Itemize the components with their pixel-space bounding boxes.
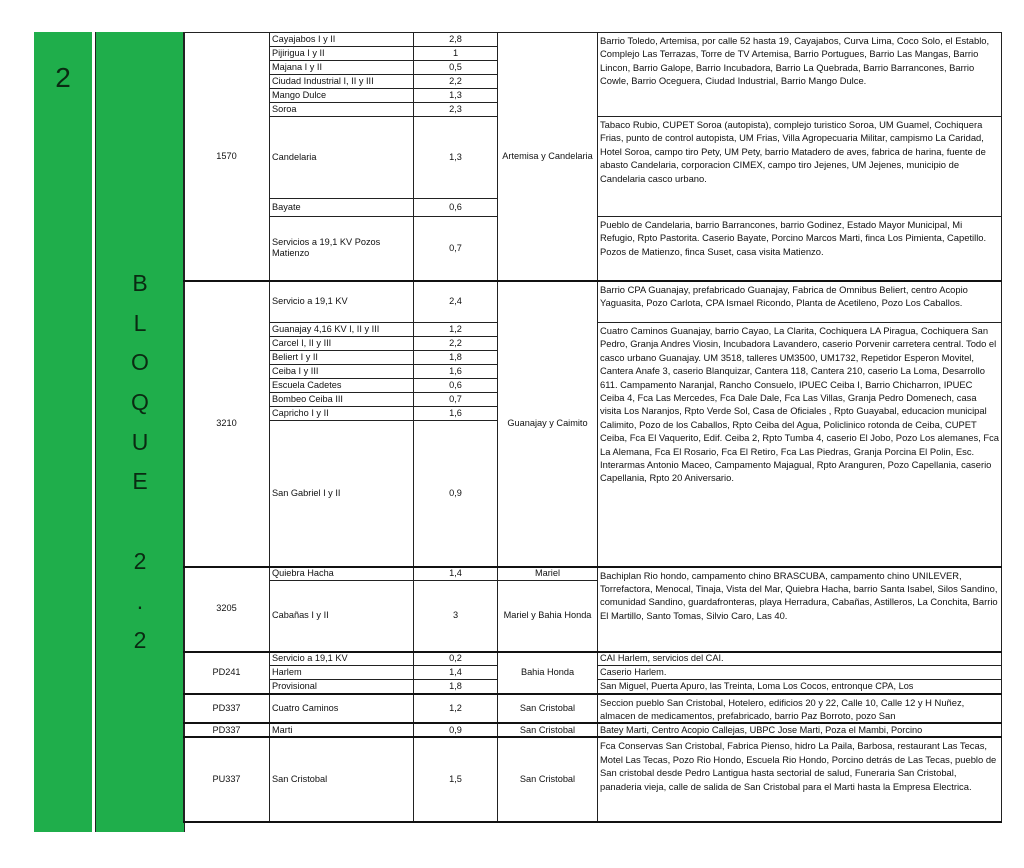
area-description: Pueblo de Candelaria, barrio Barrancones, barrio Godinez, Estado Mayor Municipal, Mi Refugio, Rpto Pastorita. Caserio Bayate, Porcino Marcos Marti, finca Los Pimienta, Capetillo. Pozos de Matienzo, finca Suset, casa visita Matienzo. [598, 217, 1002, 281]
bloque-vertical-label [96, 264, 184, 661]
circuit-name: Marti [270, 723, 414, 737]
load-value: 0,9 [414, 421, 498, 567]
load-value: 0,6 [414, 199, 498, 217]
bloque-letter: 2 [133, 627, 147, 654]
area-description: CAI Harlem, servicios del CAI. [598, 652, 1002, 666]
municipio: Bahia Honda [498, 652, 598, 694]
load-value: 1,8 [414, 680, 498, 694]
load-value: 2,4 [414, 281, 498, 323]
load-value: 1,2 [414, 323, 498, 337]
area-description: Fca Conservas San Cristobal, Fabrica Pienso, hidro La Paila, Barbosa, restaurant Las Tecas, Motel Las Tecas, Pozo Rio Hondo, Escuela Rio Hondo, Porcino detrás de Las Tecas, pueblo de San cristobal desde Pedro Lantigua hasta sectorial de salud, Funeraria San Cristobal, panaderia vieja, calle de salida de San Cristobal para el Marti hasta la Empresa Electrica. [598, 737, 1002, 822]
circuit-name: Majana I y II [270, 61, 414, 75]
municipio: Mariel y Bahia Honda [498, 581, 598, 652]
circuit-name: Carcel I, II y III [270, 337, 414, 351]
load-value: 1,3 [414, 89, 498, 103]
table-row [184, 652, 1002, 666]
load-value: 1,5 [414, 737, 498, 822]
feeder-code: 1570 [184, 33, 270, 281]
municipio: Artemisa y Candelaria [498, 33, 598, 281]
load-value: 2,2 [414, 337, 498, 351]
bloque-letter: . [136, 587, 144, 614]
bloque-letter [96, 502, 184, 542]
table-row [184, 567, 1002, 581]
load-value: 2,2 [414, 75, 498, 89]
area-description: Barrio CPA Guanajay, prefabricado Guanajay, Fabrica de Omnibus Beliert, centro Acopio Yaguasita, Pozo Carlota, CPA Ismael Ricondo, Planta de Acetileno, Pozo Los Caballos. [598, 281, 1002, 323]
table-row [184, 33, 1002, 47]
load-value: 2,3 [414, 103, 498, 117]
bloque-letter: E [132, 468, 148, 495]
circuit-name: Soroa [270, 103, 414, 117]
load-value: 1,2 [414, 694, 498, 724]
feeder-code: 3205 [184, 567, 270, 652]
circuit-name: Servicio a 19,1 KV [270, 652, 414, 666]
circuit-name: Beliert I y II [270, 351, 414, 365]
circuit-name: Cuatro Caminos [270, 694, 414, 724]
table-row [184, 737, 1002, 822]
area-description: San Miguel, Puerta Apuro, las Treinta, Loma Los Cocos, entronque CPA, Los [598, 680, 1002, 694]
circuit-name: Guanajay 4,16 KV I, II y III [270, 323, 414, 337]
table-row [184, 723, 1002, 737]
load-value: 2,8 [414, 33, 498, 47]
area-description: Caserio Harlem. [598, 666, 1002, 680]
circuit-name: Bombeo Ceiba III [270, 393, 414, 407]
circuit-name: Cayajabos I y II [270, 33, 414, 47]
load-value: 0,2 [414, 652, 498, 666]
left-green-band [34, 32, 92, 832]
load-value: 1,6 [414, 365, 498, 379]
municipio: Guanajay y Caimito [498, 281, 598, 567]
load-value: 1,4 [414, 666, 498, 680]
circuit-name: San Gabriel I y II [270, 421, 414, 567]
feeder-code: PD337 [184, 694, 270, 724]
area-description: Seccion pueblo San Cristobal, Hotelero, edificios 20 y 22, Calle 10, Calle 12 y H Nuñez, almacen de medicamentos, prefabricado, barrio Paz Borroto, pozo San [598, 694, 1002, 724]
circuit-name: Harlem [270, 666, 414, 680]
load-value: 3 [414, 581, 498, 652]
area-description: Bachiplan Rio hondo, campamento chino BRASCUBA, campamento chino UNILEVER, Torrefactora, Menocal, Tinaja, Vista del Mar, Quiebra Hacha, barrio Santa Isabel, Silos Sandino, comunidad Sandino, guardafronteras, playa Herradura, Cabañas, Astilleros, La Conchita, Barrio El Martillo, Santo Tomas, Silvio Caro, Las 40. [598, 567, 1002, 652]
circuit-name: Ciudad Industrial I, II y III [270, 75, 414, 89]
circuit-name: Candelaria [270, 117, 414, 199]
area-description: Batey Marti, Centro Acopio Callejas, UBPC Jose Marti, Poza el Mambi, Porcino [598, 723, 1002, 737]
area-description: Tabaco Rubio, CUPET Soroa (autopista), complejo turistico Soroa, UM Guamel, Cochiquera Frias, punto de control autopista, UM Frias, Villa Agropecuaria Militar, campismo La Caridad, Hotel Soroa, campo tiro Pety, UM Pety, barrio Matadero de aves, fabrica de harina, fuente de abasto Candelaria, corporacion CIMEX, campo tiro Jejenes, UM Jejenes, municipio de Candelaria casco urbano. [598, 117, 1002, 217]
load-value: 1,8 [414, 351, 498, 365]
load-value: 0,6 [414, 379, 498, 393]
table-row [184, 694, 1002, 724]
bloque-letter: 2 [133, 547, 147, 574]
load-value: 0,7 [414, 217, 498, 281]
load-value: 0,9 [414, 723, 498, 737]
circuit-name: Quiebra Hacha [270, 567, 414, 581]
load-value: 0,7 [414, 393, 498, 407]
feeder-code: PD241 [184, 652, 270, 694]
area-description: Cuatro Caminos Guanajay, barrio Cayao, La Clarita, Cochiquera LA Piragua, Cochiquera San Pedro, Granja Andres Viosin, Incubadora Lavandero, caserio Porvenir carretera central. Todo el casco urbano Guanajay. UM 3518, talleres UM3500, UM1732, Repetidor Esperon Movitel, Cantera Anafe 3, caserio Blanquizar, Cantera 118, Cantera 210, caserio La Loma, Desarrollo 611. Campamento Naranjal, Rancho Consuelo, IPUEC Ceiba I, Barrio Chicharron, IPUEC Ceiba 4, Fca Las Mercedes, Fca Dale Dale, Fca Las Villas, Granja Pedro Domenech, casa visita Los Naranjos, Rpto Verde Sol, Casa de Oficiales , Rpto Guayabal, educacion municipal Calimito, Pozo de los Caballos, Rpto Ceiba del Agua, Policlinico rotonda de Ceiba, CUPET Ceiba, Fca El Vaquerito, Edif. Ceiba 2, Rpto Tumba 4, caserio El Jobo, Pozo Los alemanes, Fca La Alemana, Fca El Rosario, Fca El Retiro, Fca Las Piedras, Granja Porcina El Polin, Esc. Interarmas Antonio Maceo, Campamento Majagual, Rpto Aranguren, Pozo Capellania, caserio Capellania, Rpto 20 Aniversario. [598, 323, 1002, 567]
circuit-name: Mango Dulce [270, 89, 414, 103]
bloque-letter: B [132, 270, 148, 296]
municipio: San Cristobal [498, 737, 598, 822]
circuit-name: Servicio a 19,1 KV [270, 281, 414, 323]
load-value: 1 [414, 47, 498, 61]
circuit-name: Capricho I y II [270, 407, 414, 421]
load-value: 1,3 [414, 117, 498, 199]
circuit-name: Escuela Cadetes [270, 379, 414, 393]
bloque-letter: U [131, 428, 149, 455]
load-value: 1,4 [414, 567, 498, 581]
circuits-table [183, 32, 1002, 823]
block-number: 2 [55, 62, 71, 93]
circuit-name: Pijirigua I y II [270, 47, 414, 61]
feeder-code: 3210 [184, 281, 270, 567]
bloque-letter: L [133, 309, 147, 336]
bloque-green-band [95, 32, 185, 832]
feeder-code: PU337 [184, 737, 270, 822]
circuit-name: Servicios a 19,1 KV Pozos Matienzo [270, 217, 414, 281]
circuit-name: Cabañas I y II [270, 581, 414, 652]
circuit-name: Bayate [270, 199, 414, 217]
municipio: Mariel [498, 567, 598, 581]
circuit-name: Provisional [270, 680, 414, 694]
bloque-letter: Q [131, 389, 149, 416]
municipio: San Cristobal [498, 723, 598, 737]
table-row [184, 281, 1002, 323]
municipio: San Cristobal [498, 694, 598, 724]
load-value: 1,6 [414, 407, 498, 421]
load-value: 0,5 [414, 61, 498, 75]
feeder-code: PD337 [184, 723, 270, 737]
circuit-name: San Cristobal [270, 737, 414, 822]
circuit-name: Ceiba I y III [270, 365, 414, 379]
bloque-letter: O [131, 349, 149, 376]
area-description: Barrio Toledo, Artemisa, por calle 52 hasta 19, Cayajabos, Curva Lima, Coco Solo, el Establo, Complejo Las Terrazas, Torre de TV Artemisa, Barrio Portugues, Barrio Las Mangas, Barrio Lincon, Barrio Galope, Barrio Incubadora, Barrio La Quebrada, Barrio Barrancones, Barrio Cowle, Barrio Oceguera, Ciudad Industrial, Barrio Mango Dulce. [598, 33, 1002, 117]
